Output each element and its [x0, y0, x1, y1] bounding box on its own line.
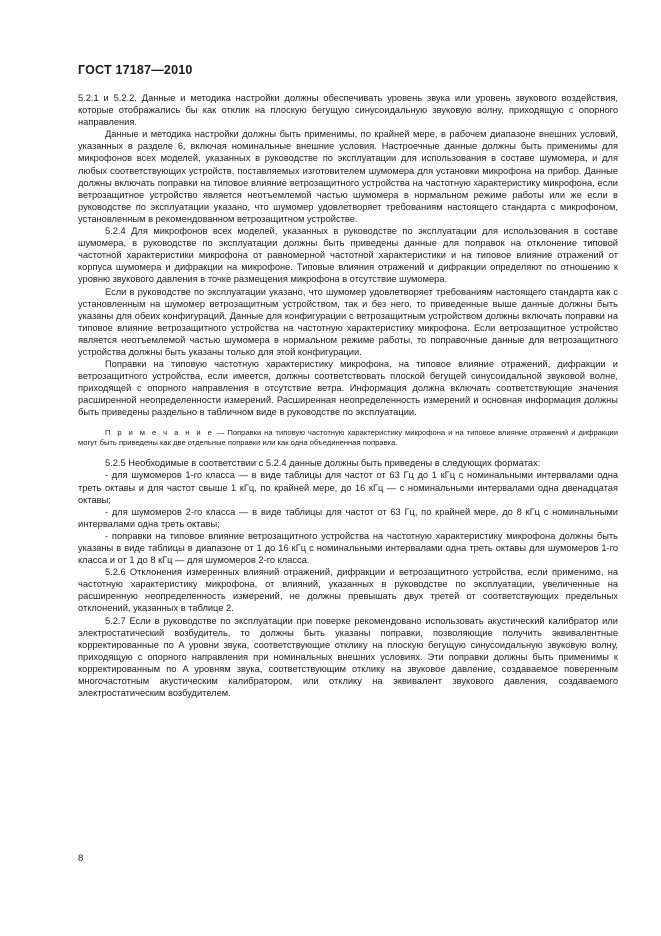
paragraph-windscreen-config: Если в руководстве по эксплуатации указано, что шумомер удовлетворяет требованиям настоящего стандарта как с установленным на шумомер ветрозащитным устройством, так и без него, то приведенные выше данные должны быть указаны для обеих конфигураций. Данные для конфигурации с ветрозащитным устройством должны включать поправки на типовое влияние ветрозащитного устройства на частотную характеристику микрофона. Если ветрозащитное устройство является неотъемлемой частью шумомера в нормальном режиме работы, то поправочные данные для ветрозащитного устройства должны быть указаны только для этой конфигурации. [78, 286, 618, 357]
note-text: — Поправки на типовую частотную характеристику микрофона и на типовое влияние отражений и дифракции могут быть приведены как две отдельные поправки или как одна объединенная поправка. [78, 427, 618, 447]
paragraph-5-2-1-continuation: 5.2.1 и 5.2.2. Данные и методика настройки должны обеспечивать уровень звука или уровень звукового воздействия, которые отображались бы как отклик на плоскую бегущую синусоидальную звуковую волну, приходящую с опорного направления. [78, 93, 618, 128]
paragraph-5-2-7: 5.2.7 Если в руководстве по эксплуатации при поверке рекомендовано использовать акустический калибратор или электростатический возбудитель, то должны быть указаны поправки, позволяющие получить эквивалентные корректированные по A уровни звука, соответствующие отклику на плоскую бегущую синусоидальную звуковую волну, приходящую с опорного направления при номинальных внешних условиях. Эти поправки должны быть применимы к корректированным по A уровням звука, соответствующим отклику на звуковое давление, создаваемое поверенным многочастотным акустическим калибратором, или отклику на эквивалент звукового давления, создаваемого электростатическим возбудителем. [78, 615, 618, 699]
note [78, 428, 618, 449]
standard-header: ГОСТ 17187—2010 [78, 63, 193, 77]
paragraph-adjustment-data: Данные и методика настройки должны быть применимы, по крайней мере, в рабочем диапазоне внешних условий, указанных в разделе 6, включая номинальные внешние условия. Настроечные данные должны быть применимы для микрофонов всех моделей, указанных в руководстве по эксплуатации для использования в составе шумомера, и для любых соответствующих устройств, поставляемых изготовителем шумомера для установки микрофона на прибор. Данные должны включать поправки на типовое влияние ветрозащитного устройства на частотную характеристику микрофона, если ветрозащитное устройство является неотъемлемой частью шумомера в нормальном режиме работы или же если в руководстве по эксплуатации указано, что шумомер удовлетворяет требованиям настоящего стандарта с микрофоном, установленным в рекомендованном ветрозащитном устройстве. [78, 129, 618, 224]
list-item-class-2: - для шумомеров 2-го класса — в виде таблицы для частот от 63 Гц, по крайней мере, до 8 кГц с номинальными интервалами одна треть октавы; [78, 506, 618, 529]
paragraph-corrections: Поправки на типовую частотную характеристику микрофона, на типовое влияние отражений, дифракции и ветрозащитного устройства, если имеется, должны соответствовать плоской бегущей синусоидальной звуковой волне, приходящей с опорного направления в отсутствие ветра. Информация должна включать соответствующие значения расширенной неопределенности измерений. Расширенная неопределенность измерений и основная информация должны быть приведены раздельно в табличном виде в руководстве по эксплуатации. [78, 359, 618, 418]
page-number: 8 [78, 853, 84, 864]
list-item-class-1: - для шумомеров 1-го класса — в виде таблицы для частот от 63 Гц до 1 кГц с номинальными интервалами одна треть октавы и для частот свыше 1 кГц, по крайней мере, до 16 кГц — с номинальными интервалами одна двенадцатая октавы; [78, 470, 618, 505]
paragraph-5-2-6: 5.2.6 Отклонения измеренных влияний отражений, дифракции и ветрозащитного устройства, если применимо, на частотную характеристику микрофона, от влияний, указанных в руководстве по эксплуатации, увеличенные на расширенную неопределенность измерений, не должны превышать двух третей от соответствующих предельных отклонений, указанных в таблице 2. [78, 567, 618, 614]
note-label: П р и м е ч а н и е [105, 427, 214, 437]
paragraph-5-2-4: 5.2.4 Для микрофонов всех моделей, указанных в руководстве по эксплуатации для использования в составе шумомера, в руководстве по эксплуатации должны быть приведены данные для поправок на отклонение типовой частотной характеристики микрофона от равномерной частотной характеристики и на типовое влияние отражений от корпуса шумомера и дифракции на микрофоне. Типовые влияния отражений и дифракции определяют по отношению к уровню звукового давления в точке размещения микрофона в отсутствие шумомера. [78, 226, 618, 285]
paragraph-5-2-5: 5.2.5 Необходимые в соответствии с 5.2.4 данные должны быть приведены в следующих форматах: [105, 458, 541, 469]
document-body [78, 92, 618, 699]
list-item-windscreen: - поправки на типовое влияние ветрозащитного устройства на частотную характеристику микрофона должны быть указаны в виде таблицы в диапазоне от 1 до 16 кГц с номинальными интервалами одна треть октавы для шумомеров 1-го класса и от 1 до 8 кГц — для шумомеров 2-го класса. [78, 530, 618, 566]
